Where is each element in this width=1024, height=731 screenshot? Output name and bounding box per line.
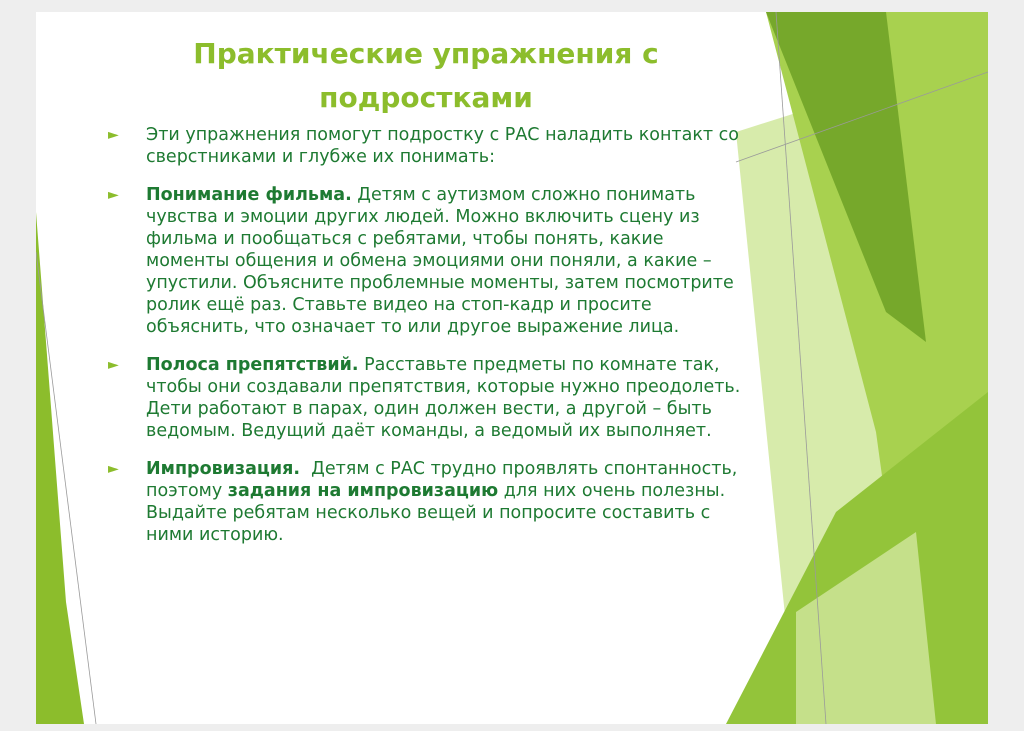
title-line-1: Практические упражнения с	[193, 37, 659, 70]
arrow-bullet-icon: ►	[108, 187, 119, 203]
arrow-bullet-icon: ►	[108, 357, 119, 373]
list-item	[104, 458, 744, 546]
item-text: Расставьте предметы по комнате так, чтобы они создавали препятствия, которые нужно преодолеть. Дети работают в парах, один должен вести, а другой – быть ведомым. Ведущий даёт команды, а ведомый их выполняет.	[146, 355, 741, 441]
item-heading: Импровизация.	[146, 459, 301, 479]
bullet-list	[104, 124, 744, 562]
item-heading: Полоса препятствий.	[146, 355, 359, 375]
slide	[36, 12, 988, 724]
arrow-bullet-icon: ►	[108, 127, 119, 143]
item-text: для них очень полезны. Выдайте ребятам несколько вещей и попросите составить с ними историю.	[146, 481, 726, 545]
title-line-2: подростками	[319, 81, 533, 114]
slide-title	[156, 32, 696, 120]
list-item	[104, 124, 744, 168]
list-item	[104, 354, 744, 442]
arrow-bullet-icon: ►	[108, 461, 119, 477]
left-band	[36, 212, 84, 724]
item-text: Эти упражнения помогут подростку с РАС наладить контакт со сверстниками и глубже их понимать:	[146, 125, 739, 167]
list-item	[104, 184, 744, 338]
item-emphasis: задания на импровизацию	[227, 481, 499, 501]
item-heading: Понимание фильма.	[146, 185, 352, 205]
item-text: Детям с аутизмом сложно понимать чувства и эмоции других людей. Можно включить сцену из фильма и пообщаться с ребятами, чтобы понять, какие моменты общения и обмена эмоциями они поняли, а какие – упустили. Объясните проблемные моменты, затем посмотрите ролик ещё раз. Ставьте видео на стоп-кадр и просите объяснить, что означает то или другое выражение лица.	[146, 185, 734, 337]
item-text: Детям с РАС трудно проявлять спонтанность, поэтому	[146, 459, 743, 501]
